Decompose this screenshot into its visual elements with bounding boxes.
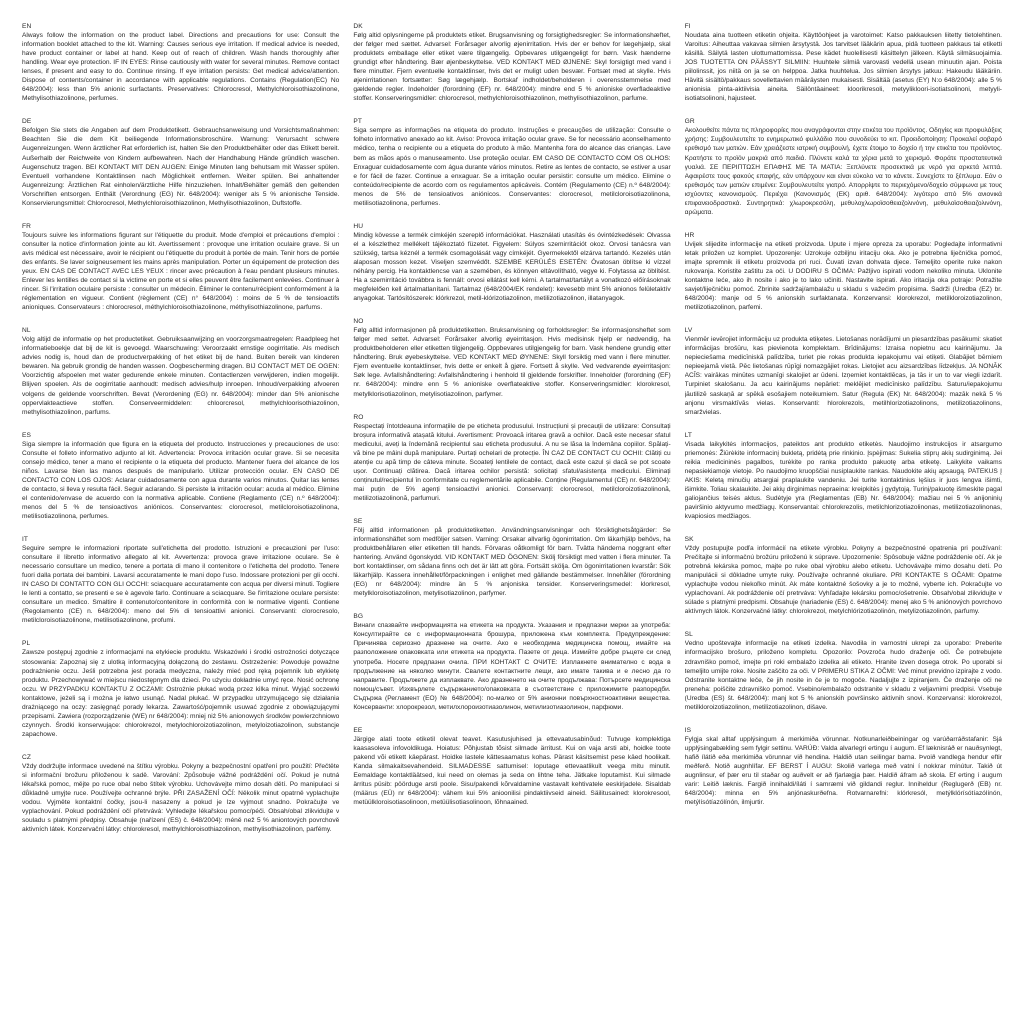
safety-text: Fylgja skal alltaf upplýsingum á merkimiða vörunnar. Notkunarleiðbeiningar og varúðarráðstafanir: Sjá upplýsingabækling sem fylgir settinu. VARÚÐ: Valda alvarlegri ertingu í augum. Ef læknisráð er nauðsynlegt, hafið ílátið eða merkimiða vörunnar við hendina. Haldið utan seilingar barna. Þvoið vandlega hendur eftir meðferð. Notið augnhlífar. EF BERST Í AUGU: Skolið varlega með vatni í nokkrar mínútur. Takið út augnlinsur, ef þær eru til staðar og auðvelt er að fjarlægja þær. Haldið áfram að skola. Ef erting í augum varir: Leitið læknis. Fargið innihaldi/íláti í samræmi við gildandi reglur. Inniheldur (Reglugerð (EB) nr. 648/2004): minna en 5% anjónaskurðefna. Rotvarnarefni: klórkresól, metýlklórísótíazólínón, metýlísótíazólínón, ilmjurtir.	[684, 735, 1002, 807]
language-code: PL	[22, 640, 31, 648]
language-section-fr	[22, 222, 339, 312]
safety-text: Seguire sempre le informazioni riportate sull'etichetta del prodotto. Istruzioni e precauzioni per l'uso: consultare il libretto informativo allegato al kit. Avvertenza: provoca grave irritazione oculare. Se è necessario consultare un medico, tenere a portata di mano il contenitore o l'etichetta del prodotto. Tenere fuori dalla portata dei bambini. Lavarsi accuratamente le mani dopo l'uso. Indossare protezioni per gli occhi. IN CASO DI CONTATTO CON GLI OCCHI: sciacquare accuratamente con acqua per diversi minuti. Togliere le lenti a contatto, se presenti e se è agevole farlo. Continuare a sciacquare. Se l'irritazione oculare persiste: consultare un medico. Smaltire il contenuto/contenitore in conformità con le normative vigenti. Contiene (Regolamento (CE) n. 648/2004): meno del 5% di tensioattivi anionici. Conservanti: clorocresolo, metilcloroisotiazolinone, metilisotiazolinone, profumi.	[22, 545, 340, 625]
language-code: GR	[684, 118, 695, 126]
language-section-sk	[685, 535, 1002, 616]
language-section-pt	[353, 117, 670, 207]
language-section-cz	[22, 753, 339, 834]
safety-text: Respectați întotdeauna informațiile de pe eticheta produsului. Instrucțiuni și precauții de utilizare: Consultați broșura informativă atașată kitului. Avertisment: Provoacă iritarea gravă a ochilor. Dacă este necesar sfatul medicului, aveți la îndemână recipientul sau eticheta produsului. A nu se lăsa la îndemâna copiilor. Spălați-vă bine pe mâini după manipulare. Purtați ochelari de protecție. ÎN CAZ DE CONTACT CU OCHII: Clătiți cu atenție cu apă timp de câteva minute. Scoateți lentilele de contact, dacă este cazul și dacă se pot scoate ușor. Continuați clătirea. Dacă iritarea ochilor persistă: solicitați sfatul/asistența medicului. Eliminați conținutul/recipientul în conformitate cu reglementările aplicabile. Conține (Regulamentul (CE) nr. 648/2004): mai puțin de 5% agenți tensioactivi anionici. Conservanți: clorocresol, metilcloroizotiazolinonă, metilizotiazolinonă, parfumuri.	[353, 422, 671, 502]
safety-text: Ακολουθείτε πάντα τις πληροφορίες που αναγράφονται στην ετικέτα του προϊόντος. Οδηγίες και προφυλάξεις χρήσης: Συμβουλευτείτε το ενημερωτικό φυλλάδιο που συνοδεύει το κιτ. Προειδοποίηση: Προκαλεί σοβαρό ερεθισμό των ματιών. Εάν χρειάζεστε ιατρική συμβουλή, έχετε έτοιμο το δοχείο ή την ετικέτα του προϊόντος. Κρατήστε το προϊόν μακριά από παιδιά. Πλύνετε καλά τα χέρια μετά το χειρισμό. Φοράτε προστατευτικά γυαλιά. ΣΕ ΠΕΡΙΠΤΩΣΗ ΕΠΑΦΗΣ ΜΕ ΤΑ ΜΑΤΙΑ: Ξεπλύνετε προσεκτικά με νερό για αρκετά λεπτά. Αφαιρέστε τους φακούς επαφής, εάν υπάρχουν και είναι εύκολο να το κάνετε. Συνεχίστε το ξέπλυμα. Εάν ο ερεθισμός των ματιών επιμένει: Συμβουλευτείτε γιατρό. Απορρίψτε το περιεχόμενο/δοχείο σύμφωνα με τους ισχύοντες κανονισμούς. Περιέχει (Κανονισμός (ΕΚ) αριθ. 648/2004): λιγότερο από 5% ανιονικά επιφανειοδραστικά. Συντηρητικά: χλωροκρεσόλη, μεθυλοχλωροϊσοθειαζολινόνη, μεθυλοϊσοθειαζολινόνη, αρώματα.	[684, 127, 1002, 216]
safety-text: Volg altijd de informatie op het productetiket. Gebruiksaanwijzing en voorzorgsmaatregelen: Raadpleeg het informatieboekje dat bij de kit is gevoegd. Waarschuwing: Veroorzaakt ernstige oogirritatie. Als medisch advies nodig is, houd dan de productverpakking of het etiket bij de hand. Buiten bereik van kinderen bewaren. Na gebruik grondig de handen wassen. Oogbescherming dragen. BIJ CONTACT MET DE OGEN: Voorzichtig afspoelen met water gedurende enkele minuten. Contactlenzen verwijderen, indien mogelijk. Blijven spoelen. Als de oogirritatie aanhoudt: medisch advies/hulp inroepen. Inhoud/verpakking afvoeren volgens de geldende voorschriften. Bevat (Verordening (EG) nr. 648/2004): minder dan 5% anionische oppervlakteactieve stoffen. Conserveermiddelen: chloorcresol, methylchloorisothiazolinon, methylisothiazolinon, parfums.	[22, 336, 340, 416]
label-document	[22, 22, 1002, 1016]
language-code: FI	[684, 23, 691, 30]
language-code: EE	[353, 726, 363, 734]
language-section-ro	[353, 413, 670, 503]
safety-text: Vienmēr ievērojiet informāciju uz produkta etiķetes. Lietošanas norādījumi un piesardzības pasākumi: skatiet informācijas brošūru, kas pievienota komplektam. Brīdinājums: Izraisa nopietnu acu kairinājumu. Ja nepieciešama medicīniskā palīdzība, turiet pie rokas produkta iepakojumu vai etiķeti. Glabājiet bērniem nepieejamā vietā. Pēc lietošanas rūpīgi nomazgājiet rokas. Lietojiet acu aizsardzības līdzekļus. JA NONĀK ACĪS: vairākas minūtes uzmanīgi skalojiet ar ūdeni. Izņemiet kontaktlēcas, ja tās ir un to var viegli izdarīt. Turpiniet skalošanu. Ja acu kairinājums nepāriet: meklējiet medicīnisko palīdzību. Saturu/iepakojumu jāutilizē saskaņā ar spēkā esošajiem noteikumiem. Satur (Regula (EK) Nr. 648/2004): mazāk nekā 5 % anjonu virsmaktīvās vielas. Konservanti: hlorokrezols, metilhlorizotiazolinons, metilizotiazolinons, smaržvielas.	[684, 336, 1002, 416]
safety-text: Følg altid oplysningerne på produktets etiket. Brugsanvisning og forsigtighedsregler: Se informationshæftet, der følger med sættet. Advarsel: Forårsager alvorlig øjenirritation. Hvis der er behov for lægehjælp, skal produktets emballage eller etiket være tilgængelig. Opbevares utilgængeligt for børn. Vask hænderne grundigt efter håndtering. Bær øjenbeskyttelse. VED KONTAKT MED ØJNENE: Skyl forsigtigt med vand i flere minutter. Fjern eventuelle kontaktlinser, hvis det er muligt uden besvær. Fortsæt med at skylle. Hvis øjenirritationen fortsætter: Søg lægehjælp. Bortskaf indholdet/beholderen i overensstemmelse med gældende regler. Indeholder (forordning (EF) nr. 648/2004): mindre end 5 % anioniske overfladeaktive stoffer. Konserveringsmidler: chlorocresol, methylchloroisothiazolinon, methylisothiazolinon, parfume.	[353, 32, 671, 103]
safety-text: Винаги спазвайте информацията на етикета на продукта. Указания и предпазни мерки за употреба: Консултирайте се с информационната брошура, приложена към комплекта. Предупреждение: Причинява сериозно дразнене на очите. Ако е необходима медицинска помощ, имайте на разположение опаковката или етикета на продукта. Пазете от деца. Измийте добре ръцете си след употреба. Носете предпазни очила. ПРИ КОНТАКТ С ОЧИТЕ: Изплакнете внимателно с вода в продължение на няколко минути. Свалете контактните лещи, ако имате такива и е лесно да го направите. Продължете да изплаквате. Ако дразненето на очите продължава: Потърсете медицинска помощ/съвет. Изхвърлете съдържанието/опаковката в съответствие с приложимите разпоредби. Съдържа (Регламент (ЕО) № 648/2004): по-малко от 5% анионни повърхностноактивни вещества. Консерванти: хлорокрезол, метилхлороизотиазолинон, метилизотиазолинон, парфюми.	[353, 622, 671, 711]
language-section-is	[685, 726, 1002, 807]
safety-text: Zawsze postępuj zgodnie z informacjami na etykiecie produktu. Wskazówki i środki ostrożności dotyczące stosowania: Zapoznaj się z ulotką informacyjną dołączoną do zestawu. Ostrzeżenie: Powoduje poważne podrażnienie oczu. Jeśli potrzebna jest porada medyczna, należy mieć pod ręką pojemnik lub etykietę produktu. Przechowywać w miejscu niedostępnym dla dzieci. Po użyciu dokładnie umyć ręce. Nosić ochronę oczu. W PRZYPADKU KONTAKTU Z OCZAMI: Ostrożnie płukać wodą przez kilka minut. Wyjąć soczewki kontaktowe, jeżeli są i można je łatwo usunąć. Nadal płukać. W przypadku utrzymującego się działania drażniącego na oczy: zasięgnąć porady lekarza. Zawartość/pojemnik usuwać zgodnie z obowiązującymi przepisami. Zawiera (rozporządzenie (WE) nr 648/2004): mniej niż 5% anionowych środków powierzchniowo czynnych. Środki konserwujące: chlorokrezol, metylochloroizotiazolinon, metyloizotiazolinon, substancje zapachowe.	[22, 649, 340, 738]
safety-text: Visada laikykitės informacijos, pateiktos ant produkto etiketės. Naudojimo instrukcijos ir atsargumo priemonės: Žiūrėkite informacinį bukletą, pridėtą prie rinkinio. Įspėjimas: Sukelia stiprų akių sudirginimą. Jei reikia medicininės pagalbos, turėkite po ranka produkto pakuotę arba etiketę. Laikykite vaikams nepasiekiamoje vietoje. Po naudojimo kruopščiai nusiplaukite rankas. Naudokite akių apsaugą. PATEKUS Į AKIS: Keletą minučių atsargiai praplaukite vandeniu. Jei turite kontaktinius lęšius ir juos lengva išimti, išimkite. Toliau skalaukite. Jei akių dirginimas nepraeina: kreipkitės į gydytoją. Turinį/pakuotę išmeskite pagal galiojančius teisės aktus. Sudėtyje yra (Reglamentas (EB) Nr. 648/2004): mažiau nei 5 % anijoninių paviršinio aktyvumo medžiagų. Konservantai: chlorokrezolis, metilchlorizotiazolinonas, metilizotiazolinonas, kvapiosios medžiagos.	[684, 440, 1002, 521]
safety-text: Siga sempre as informações na etiqueta do produto. Instruções e precauções de utilização: Consulte o folheto informativo anexado ao kit. Aviso: Provoca irritação ocular grave. Se for necessário aconselhamento médico, tenha o recipiente ou a etiqueta do produto à mão. Mantenha fora do alcance das crianças. Lave bem as mãos após o manuseamento. Use proteção ocular. EM CASO DE CONTACTO COM OS OLHOS: Enxaguar cuidadosamente com água durante vários minutos. Retire as lentes de contacto, se estiver a usar e for fácil de fazer. Continue a enxaguar. Se a irritação ocular persistir: consulte um médico. Elimine o conteúdo/recipiente de acordo com os regulamentos aplicáveis. Contém (Regulamento (CE) n.º 648/2004): menos de 5% de tensioativos aniónicos. Conservantes: clorocresol, metilcloroisotiazolinona, metilisotiazolinona, perfumes.	[353, 127, 671, 207]
language-section-lv	[685, 326, 1002, 416]
language-section-se	[353, 517, 670, 598]
language-code: HR	[684, 231, 695, 239]
language-code: SE	[353, 517, 363, 525]
safety-text: Vždy postupujte podľa informácií na etikete výrobku. Pokyny a bezpečnostné opatrenia pri používaní: Prečítajte si informačnú brožúru priloženú k súprave. Upozornenie: Spôsobuje vážne podráždenie očí. Ak je potrebná lekárska pomoc, majte po ruke obal výrobku alebo etiketu. Uchovávajte mimo dosahu detí. Po manipulácii si dôkladne umyte ruky. Používajte ochranné okuliare. PRI KONTAKTE S OČAMI: Opatrne vyplachujte vodou niekoľko minút. Ak máte kontaktné šošovky a je to možné, vyberte ich. Pokračujte vo vyplachovaní. Ak podráždenie očí pretrváva: Vyhľadajte lekársku pomoc/ošetrenie. Obsah/obal zlikvidujte v súlade s platnými predpismi. Obsahuje (nariadenie (ES) č. 648/2004): menej ako 5 % aniónových povrchovo aktívnych látok. Konzervačné látky: chlorokrezol, metylchlórizotiazolinón, metylizotiazolinón, parfumy.	[684, 545, 1002, 616]
language-code: SK	[684, 536, 694, 544]
language-code: PT	[353, 118, 362, 126]
language-section-ee	[353, 726, 670, 807]
language-section-sl	[685, 630, 1002, 711]
language-code: RO	[353, 413, 364, 421]
language-section-no	[353, 317, 670, 398]
text-column-right	[685, 22, 1002, 1016]
language-code: FR	[22, 222, 31, 230]
language-section-nl	[22, 326, 339, 416]
safety-text: Siga siempre la información que figura en la etiqueta del producto. Instrucciones y precauciones de uso: Consulte el folleto informativo adjunto al kit. Advertencia: Provoca irritación ocular grave. Si se necesita consejo médico, tener a mano el recipiente o la etiqueta del producto. Mantener fuera del alcance de los niños. Lavarse bien las manos después de manipularlo. Utilizar protección ocular. EN CASO DE CONTACTO CON LOS OJOS: Aclarar cuidadosamente con agua durante varios minutos. Quitar las lentes de contacto, si lleva y resulta fácil. Seguir aclarando. Si persiste la irritación ocular: acuda al médico. Elimine el contenido/envase de acuerdo con la normativa aplicable. Contiene (Reglamento (CE) n.º 648/2004): menos del 5 % de tensioactivos aniónicos. Conservantes: clorocresol, metilcloroisotiazolinona, metilisotiazolinona, perfumes.	[22, 440, 340, 521]
language-section-gr	[685, 117, 1002, 216]
language-code: DE	[22, 118, 32, 126]
safety-text: Uvijek slijedite informacije na etiketi proizvoda. Upute i mjere opreza za uporabu: Pogledajte informativni letak priložen uz komplet. Upozorenje: Uzrokuje ozbiljnu iritaciju oka. Ako je potrebna liječnička pomoć, imajte spremnik ili etiketu proizvoda pri ruci. Čuvati izvan dohvata djece. Temeljito operite ruke nakon rukovanja. Koristite zaštitu za oči. U DODIRU S OČIMA: Pažljivo ispirati vodom nekoliko minuta. Uklonite kontaktne leće, ako ih nosite i ako je to lako učiniti. Nastavite ispirati. Ako iritacija oka potraje: Potražite savjet/liječničku pomoć. Zbrinite sadržaj/ambalažu u skladu s važećim propisima. Sadrži (Uredba (EZ) br. 648/2004): manje od 5 % anionskih surfaktanata. Konzervansi: klorokrezol, metilkloroizotiazolinon, metilizotiazolinon, parfemi.	[684, 240, 1002, 312]
language-code: EN	[22, 23, 32, 30]
safety-text: Följ alltid informationen på produktetiketten. Användningsanvisningar och försiktighetsåtgärder: Se informationshäftet som medföljer satsen. Varning: Orsakar allvarlig ögonirritation. Om läkarhjälp behövs, ha produktbehållaren eller etiketten till hands. Förvaras oåtkomligt för barn. Tvätta händerna noggrant efter hantering. Använd ögonskydd. VID KONTAKT MED ÖGONEN: Skölj försiktigt med vatten i flera minuter. Ta bort kontaktlinser, om sådana finns och det är lätt att göra. Fortsätt skölja. Om ögonirritationen kvarstår: Sök läkarhjälp. Kassera innehållet/förpackningen i enlighet med gällande bestämmelser. Innehåller (förordning (EG) nr 648/2004): mindre än 5 % anjoniska tensider. Konserveringsmedel: klorkresol, metylkloroisotiazolinon, metylisotiazolinon, parfymer.	[353, 526, 671, 598]
language-section-hu	[353, 222, 670, 303]
language-section-fi	[685, 22, 1002, 103]
language-section-hr	[685, 231, 1002, 312]
language-section-bg	[353, 612, 670, 711]
language-section-de	[22, 117, 339, 207]
language-code: CZ	[22, 753, 31, 761]
safety-text: Toujours suivre les informations figurant sur l'étiquette du produit. Mode d'emploi et précautions d'emploi : consulter la notice d'information jointe au kit. Avertissement : provoque une irritation oculaire grave. Si un avis médical est nécessaire, avoir le récipient ou l'étiquette du produit à portée de main. Tenir hors de portée des enfants. Se laver soigneusement les mains après manipulation. Porter un équipement de protection des yeux. EN CAS DE CONTACT AVEC LES YEUX : rincer avec précaution à l'eau pendant plusieurs minutes. Enlever les lentilles de contact si la victime en porte et si elles peuvent être facilement enlevées. Continuer à rincer. Si l'irritation oculaire persiste : consulter un médecin. Éliminer le contenu/récipient conformément à la réglementation en vigueur. Contient (règlement (CE) n° 648/2004) : moins de 5 % de tensioactifs anioniques. Conservateurs : chlorocresol, méthylchloroisothiazolinone, méthylisothiazolinone, parfums.	[22, 231, 340, 312]
language-section-lt	[685, 431, 1002, 521]
language-code: LV	[684, 327, 693, 335]
text-column-left	[22, 22, 339, 1016]
language-section-en	[22, 22, 339, 103]
language-section-es	[22, 431, 339, 521]
language-code: SL	[684, 631, 693, 639]
language-section-pl	[22, 639, 339, 738]
language-code: IS	[684, 726, 692, 734]
language-code: HU	[353, 222, 364, 230]
language-section-dk	[353, 22, 670, 103]
safety-text: Vždy dodržujte informace uvedené na štítku výrobku. Pokyny a bezpečnostní opatření pro použití: Přečtěte si informační brožuru přiloženou k sadě. Varování: Způsobuje vážné podráždění očí. Pokud je nutná lékařská pomoc, mějte po ruce obal nebo štítek výrobku. Uchovávejte mimo dosah dětí. Po manipulaci si důkladně umyjte ruce. Používejte ochranné brýle. PŘI ZASAŽENÍ OČÍ: Několik minut opatrně vyplachujte vodou. Vyjměte kontaktní čočky, jsou-li nasazeny a pokud je lze vyjmout snadno. Pokračujte ve vyplachování. Pokud podráždění očí přetrvává: Vyhledejte lékařskou pomoc/péči. Obsah/obal zlikvidujte v souladu s platnými předpisy. Obsahuje (nařízení (ES) č. 648/2004): méně než 5 % aniontových povrchově aktivních látek. Konzervační látky: chlorokresol, methylchloroisothiazolinon, methylisothiazolinon, parfémy.	[22, 762, 340, 834]
safety-text: Vedno upoštevajte informacije na etiketi izdelka. Navodila in varnostni ukrepi za uporabo: Preberite informacijsko brošuro, priloženo kompletu. Opozorilo: Povzroča hudo draženje oči. Če potrebujete zdravniško pomoč, imejte pri roki embalažo izdelka ali etiketo. Hranite izven dosega otrok. Po uporabi si temeljito umijte roke. Nosite zaščito za oči. V PRIMERU STIKA Z OČMI: Več minut previdno izpirajte z vodo. Odstranite kontaktne leče, če jih nosite in če je to mogoče. Nadaljujte z izpiranjem. Če draženje oči ne preneha: poiščite zdravniško pomoč. Vsebino/embalažo odstranite v skladu z veljavnimi predpisi. Vsebuje (Uredba (ES) št. 648/2004): manj kot 5 % anionskih površinsko aktivnih snovi. Konzervansi: klorokrezol, metilkloroizotiazolinon, metilizotiazolinon, dišave.	[684, 640, 1002, 711]
safety-text: Noudata aina tuotteen etiketin ohjeita. Käyttöohjeet ja varotoimet: Katso pakkauksen liitetty tietolehtinen. Varoitus: Aiheuttaa vakavaa silmien ärsytystä. Jos tarvitset lääkärin apua, pidä tuotteen pakkaus tai etiketti käsillä. Säilytä lasten ulottumattomissa. Pese kädet huolellisesti käsittelyn jälkeen. Käytä silmäsuojaimia. JOS TUOTETTA ON PÄÄSSYT SILMIIN: Huuhtele silmiä varovasti vedellä usean minuutin ajan. Poista piilolinssit, jos niitä on ja se on helppoa. Jatka huuhtelua. Jos silmien ärsytys jatkuu: Hakeudu lääkäriin. Hävitä sisältö/pakkaus sovellettavien määräysten mukaisesti. Sisältää (asetus (EY) N:o 648/2004): alle 5 % anionisia pinta-aktiivisia aineita. Säilöntäaineet: kloorikresoli, metyylikloori-isotiatsolinoni, metyyli-isotiatsolinoni, hajusteet.	[684, 32, 1002, 103]
language-code: NL	[22, 327, 31, 335]
safety-text: Järgige alati toote etiketil olevat teavet. Kasutusjuhised ja ettevaatusabinõud: Tutvuge komplektiga kaasasoleva infovoldikuga. Hoiatus: Põhjustab tõsist silmade ärritust. Kui on vaja arsti abi, hoidke toote pakend või etikett käepärast. Hoidke lastele kättesaamatus kohas. Pärast käsitsemist pese käed hoolikalt. Kanda silmakaitsevahendeid. SILMADESSE sattumisel: loputage ettevaatlikult veega mitu minutit. Eemaldage kontaktläätsed, kui need on olemas ja seda on lihtne teha. Jätkake loputamist. Kui silmade ärritus püsib: pöörduge arsti poole. Sisu/pakendi kõrvaldamine vastavalt kehtivatele eeskirjadele. Sisaldab (määrus (EÜ) nr 648/2004): vähem kui 5% anioonilisi pindaktiivseid aineid. Säilitusained: klorokresool, metüülkloroisotiasolinoon, metüülisotiasolinoon, lõhnaained.	[353, 735, 671, 807]
safety-text: Følg alltid informasjonen på produktetiketten. Bruksanvisning og forholdsregler: Se informasjonsheftet som følger med settet. Advarsel: Forårsaker alvorlig øyeirritasjon. Hvis medisinsk hjelp er nødvendig, ha produktbeholderen eller etiketten tilgjengelig. Oppbevares utilgjengelig for barn. Vask hendene grundig etter håndtering. Bruk øyebeskyttelse. VED KONTAKT MED ØYNENE: Skyll forsiktig med vann i flere minutter. Fjern eventuelle kontaktlinser, hvis dette er enkelt å gjøre. Fortsett å skylle. Ved vedvarende øyeirritasjon: Søk lege. Avfallshåndtering: Avfallshåndtering i henhold til gjeldende forskrifter. Inneholder (forordning (EF) nr. 648/2004): mindre enn 5 % anioniske overflateaktive stoffer. Konserveringsmidler: klorokresol, metylklorisotiazolinon, metylisotiazolinon, parfymer.	[353, 327, 671, 398]
language-code: LT	[684, 431, 693, 439]
language-code: DK	[353, 23, 363, 30]
safety-text: Befolgen Sie stets die Angaben auf dem Produktetikett. Gebrauchsanweisung und Vorsichtsmaßnahmen: Beachten Sie die dem Kit beiliegende Informationsbroschüre. Warnung: Verursacht schwere Augenreizungen. Wenn ärztlicher Rat erforderlich ist, halten Sie den Produktbehälter oder das Etikett bereit. Außerhalb der Reichweite von Kindern aufbewahren. Nach der Handhabung Hände gründlich waschen. Augenschutz tragen. BEI KONTAKT MIT DEN AUGEN: Einige Minuten lang behutsam mit Wasser spülen. Eventuell vorhandene Kontaktlinsen nach Möglichkeit entfernen. Weiter spülen. Bei anhaltender Augenreizung: Ärztlichen Rat einholen/ärztliche Hilfe hinzuziehen. Inhalt/Behälter gemäß den geltenden Vorschriften entsorgen. Enthält (Verordnung (EG) Nr. 648/2004): weniger als 5 % anionische Tenside. Konservierungsmittel: Chlorocresol, Methylchloroisothiazolinon, Methylisothiazolinon, Duftstoffe.	[22, 127, 340, 207]
text-column-middle	[353, 22, 670, 1016]
language-code: NO	[353, 318, 364, 326]
safety-text: Mindig kövesse a termék címkéjén szereplő információkat. Használati utasítás és óvintézkedések: Olvassa el a készlethez mellékelt tájékoztató füzetet. Figyelem: Súlyos szemirritációt okoz. Orvosi tanácsra van szükség, tartsa kéznél a termék csomagolását vagy címkéjét. Gyermekektől elzárva tartandó. Kezelés után alaposan mosson kezet. Viseljen szemvédőt. SZEMBE KERÜLÉS ESETÉN: Óvatosan öblítse ki vízzel néhány percig. Ha kontaktlencse van a szemében, és könnyen eltávolítható, vegye ki. Folytassa az öblítést. Ha a szemirritáció továbbra is fennáll: orvosi ellátást kell kérni. A tartalmat/tartályt a vonatkozó előírásoknak megfelelően kell ártalmatlanítani. Tartalmaz (648/2004/EK rendelet): kevesebb mint 5% anionos felületaktív anyagokat. Tartósítószerek: klórkrezol, metil-klórizotiazolinon, metilizotiazolinon, illatanyagok.	[353, 231, 671, 303]
language-code: ES	[22, 431, 31, 439]
language-code: IT	[22, 536, 29, 544]
language-section-it	[22, 535, 339, 625]
language-code: BG	[353, 613, 364, 621]
safety-text: Always follow the information on the product label. Directions and precautions for use: Consult the information booklet attached to the kit. Warning: Causes serious eye irritation. If medical advice is needed, have product container or label at hand. Keep out of reach of children. Wash hands thoroughly after handling. Wear eye protection. IF IN EYES: Rinse cautiously with water for several minutes. Remove contact lenses, if present and easy to do. Continue rinsing. If eye irritation persists: Get medical advice/attention. Dispose of contents/container in accordance with applicable regulations. Contains (Regulation(EC) No 648/2004): less than 5% anionic surfactants. Preservatives: Chlorocresol, Methylchloroisothiazolinone, Methylisothiazolinone, perfumes.	[22, 32, 340, 103]
